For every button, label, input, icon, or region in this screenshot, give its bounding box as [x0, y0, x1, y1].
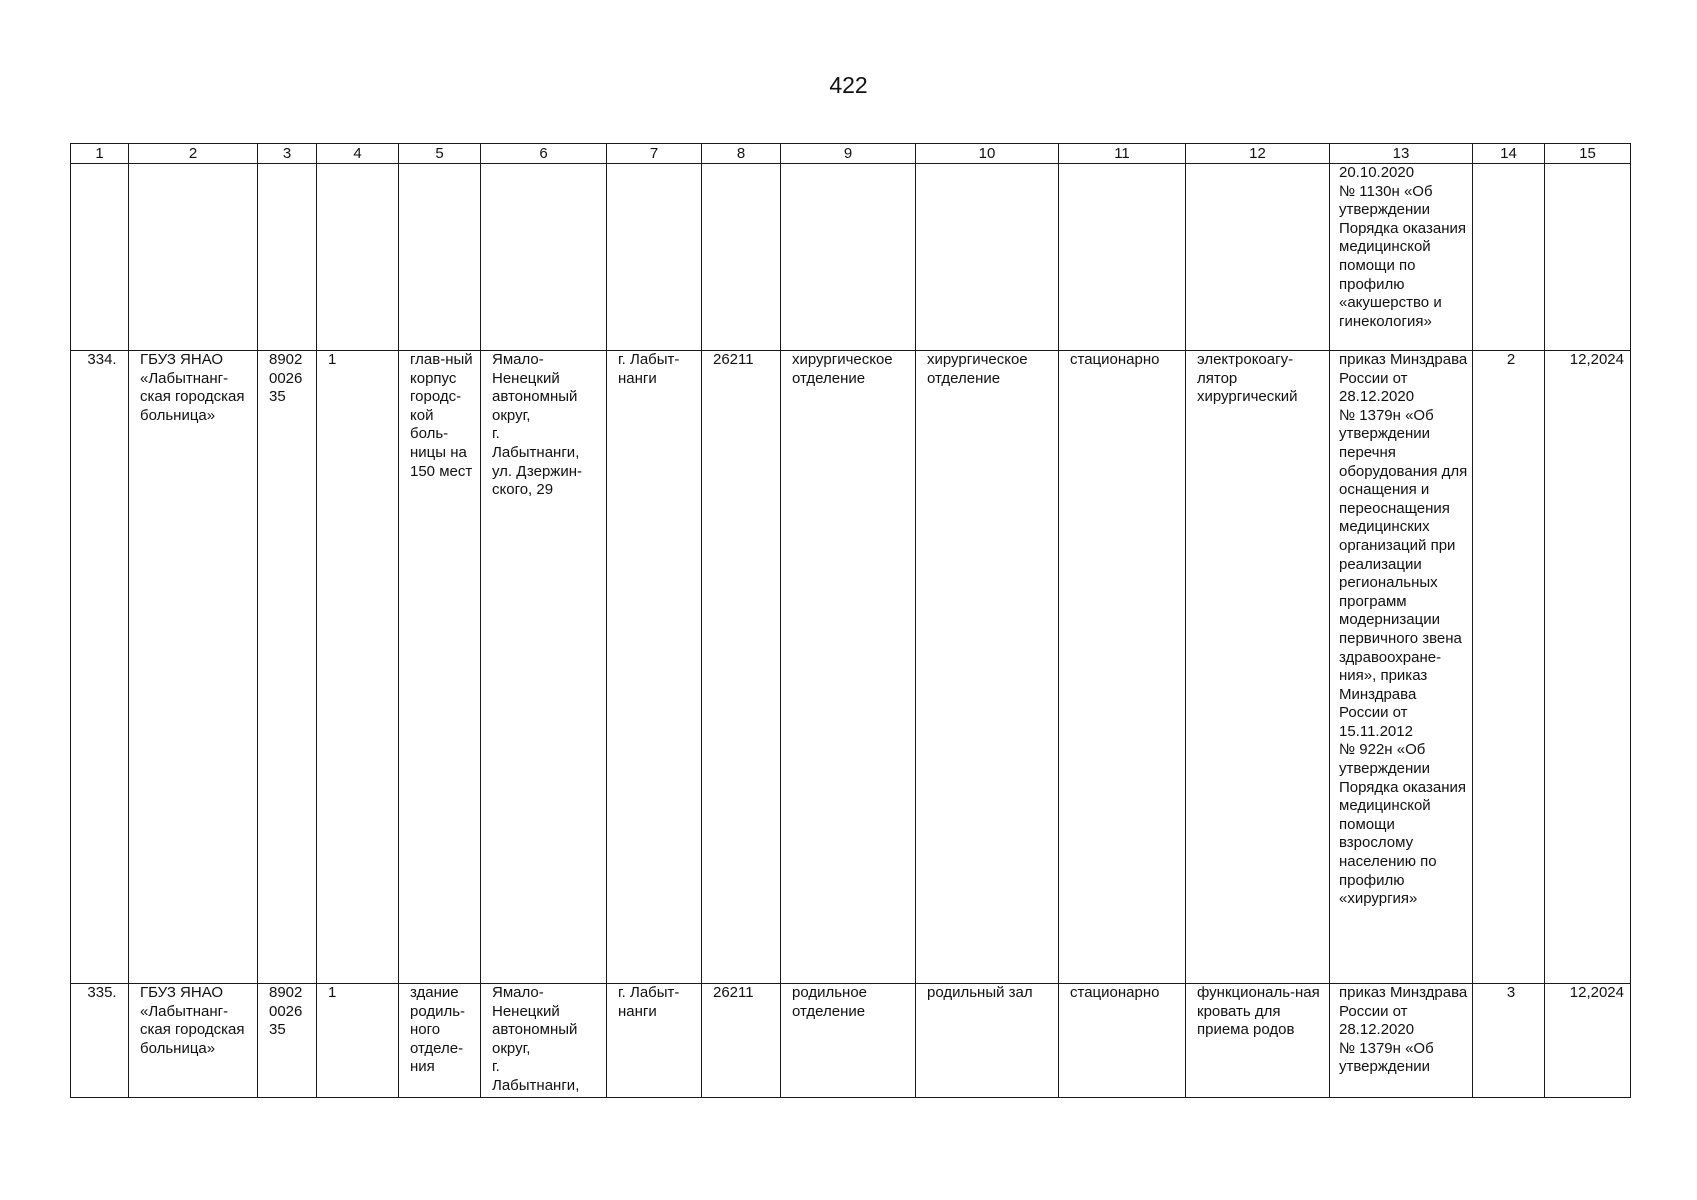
cell-address: Ямало-Ненецкий автономный округ, г. Лабытнанги,	[481, 984, 607, 1098]
cell-row-number: 334.	[71, 351, 129, 984]
cell-city: г. Лабыт-нанги	[607, 984, 702, 1098]
cell-col4: 1	[317, 351, 399, 984]
cell-organization: ГБУЗ ЯНАО «Лабытнанг-ская городская больница»	[129, 351, 258, 984]
cell-row-number: 335.	[71, 984, 129, 1098]
equipment-table	[70, 143, 1631, 1098]
cell-code	[258, 164, 317, 351]
cell-room: родильный зал	[916, 984, 1059, 1098]
cell-row-number	[71, 164, 129, 351]
cell-department: родильное отделение	[781, 984, 916, 1098]
cell-date	[1545, 164, 1631, 351]
column-header: 6	[481, 144, 607, 164]
cell-equipment	[1186, 164, 1330, 351]
cell-col8: 26211	[702, 351, 781, 984]
cell-equipment: функциональ-ная кровать для приема родов	[1186, 984, 1330, 1098]
column-header: 14	[1473, 144, 1545, 164]
cell-equipment: электрокоагу-лятор хирургический	[1186, 351, 1330, 984]
cell-care-type: стационарно	[1059, 984, 1186, 1098]
cell-col4: 1	[317, 984, 399, 1098]
cell-building	[399, 164, 481, 351]
cell-date: 12,2024	[1545, 351, 1631, 984]
column-header: 2	[129, 144, 258, 164]
cell-care-type: стационарно	[1059, 351, 1186, 984]
column-header: 3	[258, 144, 317, 164]
column-header: 4	[317, 144, 399, 164]
column-header: 10	[916, 144, 1059, 164]
column-header: 1	[71, 144, 129, 164]
column-header: 8	[702, 144, 781, 164]
column-header: 12	[1186, 144, 1330, 164]
cell-address	[481, 164, 607, 351]
cell-city	[607, 164, 702, 351]
cell-building: здание родиль-ного отделе-ния	[399, 984, 481, 1098]
cell-quantity: 2	[1473, 351, 1545, 984]
table-row-continuation	[71, 164, 1631, 351]
cell-basis: 20.10.2020 № 1130н «Об утверждении Порядка оказания медицинской помощи по профилю «акушерство и гинекология»	[1330, 164, 1473, 351]
cell-code: 8902 0026 35	[258, 351, 317, 984]
cell-col4	[317, 164, 399, 351]
cell-department	[781, 164, 916, 351]
cell-basis: приказ Минздрава России от 28.12.2020 № 1379н «Об утверждении перечня оборудования для оснащения и переоснащения медицинских организаций при реализации региональных программ модернизации первичного звена здравоохране-ния», приказ Минздрава России от 15.11.2012 № 922н «Об утверждении Порядка оказания медицинской помощи взрослому населению по профилю «хирургия»	[1330, 351, 1473, 984]
cell-col8	[702, 164, 781, 351]
cell-department: хирургическое отделение	[781, 351, 916, 984]
column-header: 5	[399, 144, 481, 164]
cell-building: глав-ный корпус городс-кой боль-ницы на 150 мест	[399, 351, 481, 984]
cell-address: Ямало-Ненецкий автономный округ, г. Лабытнанги, ул. Дзержин-ского, 29	[481, 351, 607, 984]
cell-code: 8902 0026 35	[258, 984, 317, 1098]
cell-date: 12,2024	[1545, 984, 1631, 1098]
table-row-334	[71, 351, 1631, 984]
table-row-335	[71, 984, 1631, 1098]
column-number-row	[71, 144, 1631, 164]
cell-quantity: 3	[1473, 984, 1545, 1098]
page-number: 422	[829, 72, 868, 98]
column-header: 9	[781, 144, 916, 164]
cell-room: хирургическое отделение	[916, 351, 1059, 984]
column-header: 13	[1330, 144, 1473, 164]
cell-organization: ГБУЗ ЯНАО «Лабытнанг-ская городская больница»	[129, 984, 258, 1098]
cell-col8: 26211	[702, 984, 781, 1098]
cell-basis: приказ Минздрава России от 28.12.2020 № 1379н «Об утверждении	[1330, 984, 1473, 1098]
cell-care-type	[1059, 164, 1186, 351]
column-header: 7	[607, 144, 702, 164]
cell-organization	[129, 164, 258, 351]
column-header: 15	[1545, 144, 1631, 164]
cell-quantity	[1473, 164, 1545, 351]
cell-room	[916, 164, 1059, 351]
cell-city: г. Лабыт-нанги	[607, 351, 702, 984]
column-header: 11	[1059, 144, 1186, 164]
